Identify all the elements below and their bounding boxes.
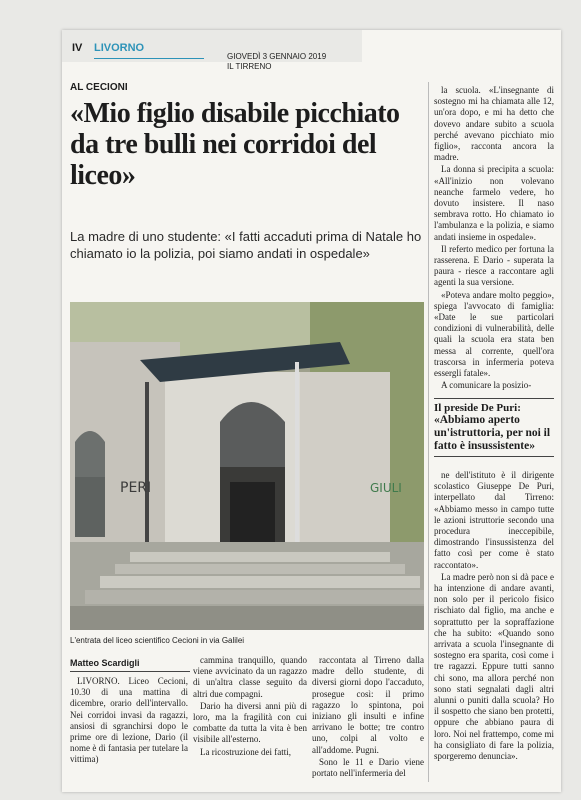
paragraph: La madre però non si dà pace e ha intenzione di andare avanti, non solo per il pericolo fisico rischiato dal figlio, ma anche e soprattutto per la sopraffazione che ha subito: «Quando sono arrivata a scuola l'insegnante di sostegno era sparita, così come i tre ragazzi. Eppure tutti sanno chi sono, ma allora perché non sono stati segnalati dagli altri alunni o puniti dalla scuola? Ho il sospetto che siano ben protetti, oppure che abbiano paura di loro. Noi nel frattempo, come mi ha consigliato di fare la polizia, sporgeremo denuncia».	[434, 571, 554, 762]
paragraph: raccontata al Tirreno dalla madre dello studente, di diversi giorni dopo l'accaduto, prosegue così: il primo ragazzo lo spintona, poi iniziano gli insulti e infine arrivano le botte; tre contro uno, colpi al volto e all'addome. Pugni.	[312, 655, 424, 755]
box-headline: «Abbiamo aperto un'istruttoria, per noi il fatto è insussistente»	[434, 414, 551, 452]
paragraph: A comunicare la posizio-	[441, 380, 532, 391]
right-column-top	[434, 85, 554, 392]
sidebar-box	[434, 398, 554, 457]
paragraph: la scuola. «L'insegnante di sostegno mi ha chiamata alle 12, un'ora dopo, e mi ha detto che dovevo andare subito a scuola perché avevano picchiato mio figlio», racconta ancora la madre.	[434, 85, 554, 163]
paragraph: Sono le 11 e Dario viene portato nell'infermeria del	[312, 756, 424, 779]
paragraph: Il referto medico per fortuna la rasserena. E Dario - superata la paura - riesce a raccontare agli agenti la sua versione.	[434, 243, 554, 288]
byline-rule	[70, 671, 190, 672]
paragraph: ne dell'istituto è il dirigente scolastico Giuseppe De Puri, interpellato dal Tirreno: «Abbiamo messo in campo tutte le azioni istruttorie secondo una procedura ineccepibile, dimostrando l'insussistenza del fatto così per come è stato raccontato».	[434, 470, 554, 570]
article-column-3	[312, 655, 424, 780]
right-column-bottom	[434, 470, 554, 763]
paragraph: «Poteva andare molto peggio», spiega l'avvocato di famiglia: «Date le sue particolari condizioni di vulnerabilità, delle quali la scuola era stata ben messa al corrente, quell'ora trascorsa in infermeria poteva essergli fatale».	[434, 289, 554, 379]
date: GIOVEDÌ 3 GENNAIO 2019	[227, 52, 327, 61]
photo-caption: L'entrata del liceo scientifico Cecioni in via Galilei	[70, 636, 245, 645]
section-rule	[94, 58, 204, 59]
school-entrance-photo	[70, 302, 424, 630]
paragraph: La donna si precipita a scuola: «All'inizio non volevano neanche farmelo vedere, ho dovuto insistere. Il naso sembrava rotto. Ho chiamato io l'ambulanza e la polizia, e siamo andati insieme in ospedale».	[434, 164, 554, 242]
date-line	[227, 52, 326, 72]
paragraph: Dario ha diversi anni più di loro, ma la fragilità con cui combatte da tutta la vita è ben visibile all'esterno.	[193, 700, 307, 745]
subheadline: La madre di uno studente: «I fatti accaduti prima di Natale ho chiamato io la polizia, poi siamo andati in ospedale»	[70, 229, 422, 261]
svg-text:PERI: PERI	[120, 480, 152, 496]
kicker: AL CECIONI	[70, 82, 128, 93]
newspaper-page	[62, 30, 561, 792]
byline: Matteo Scardigli	[70, 658, 140, 668]
box-title: Il preside De Puri:	[434, 402, 521, 414]
article-column-2	[193, 655, 307, 759]
column-divider	[428, 82, 429, 782]
page-number: IV	[72, 42, 83, 54]
article-column-1	[70, 676, 188, 767]
paragraph: LIVORNO. Liceo Cecioni, 10.30 di una mattina di dicembre, orario dell'intervallo. Nei corridoi invasi da ragazzi, ansiosi di sgranchirsi dopo le prime ore di lezione, Dario (il nome è di fantasia per tutelare la vittima)	[70, 676, 188, 765]
svg-text:GIULI: GIULI	[370, 481, 402, 495]
headline: «Mio figlio disabile picchiato da tre bulli nei corridoi del liceo»	[70, 98, 400, 191]
paragraph: La ricostruzione dei fatti,	[200, 746, 291, 757]
section-title: LIVORNO	[94, 42, 145, 54]
paragraph: cammina tranquillo, quando viene avvicinato da un ragazzo di un'altra classe seguito da altri due compagni.	[193, 655, 307, 699]
publication: IL TIRRENO	[227, 62, 272, 71]
